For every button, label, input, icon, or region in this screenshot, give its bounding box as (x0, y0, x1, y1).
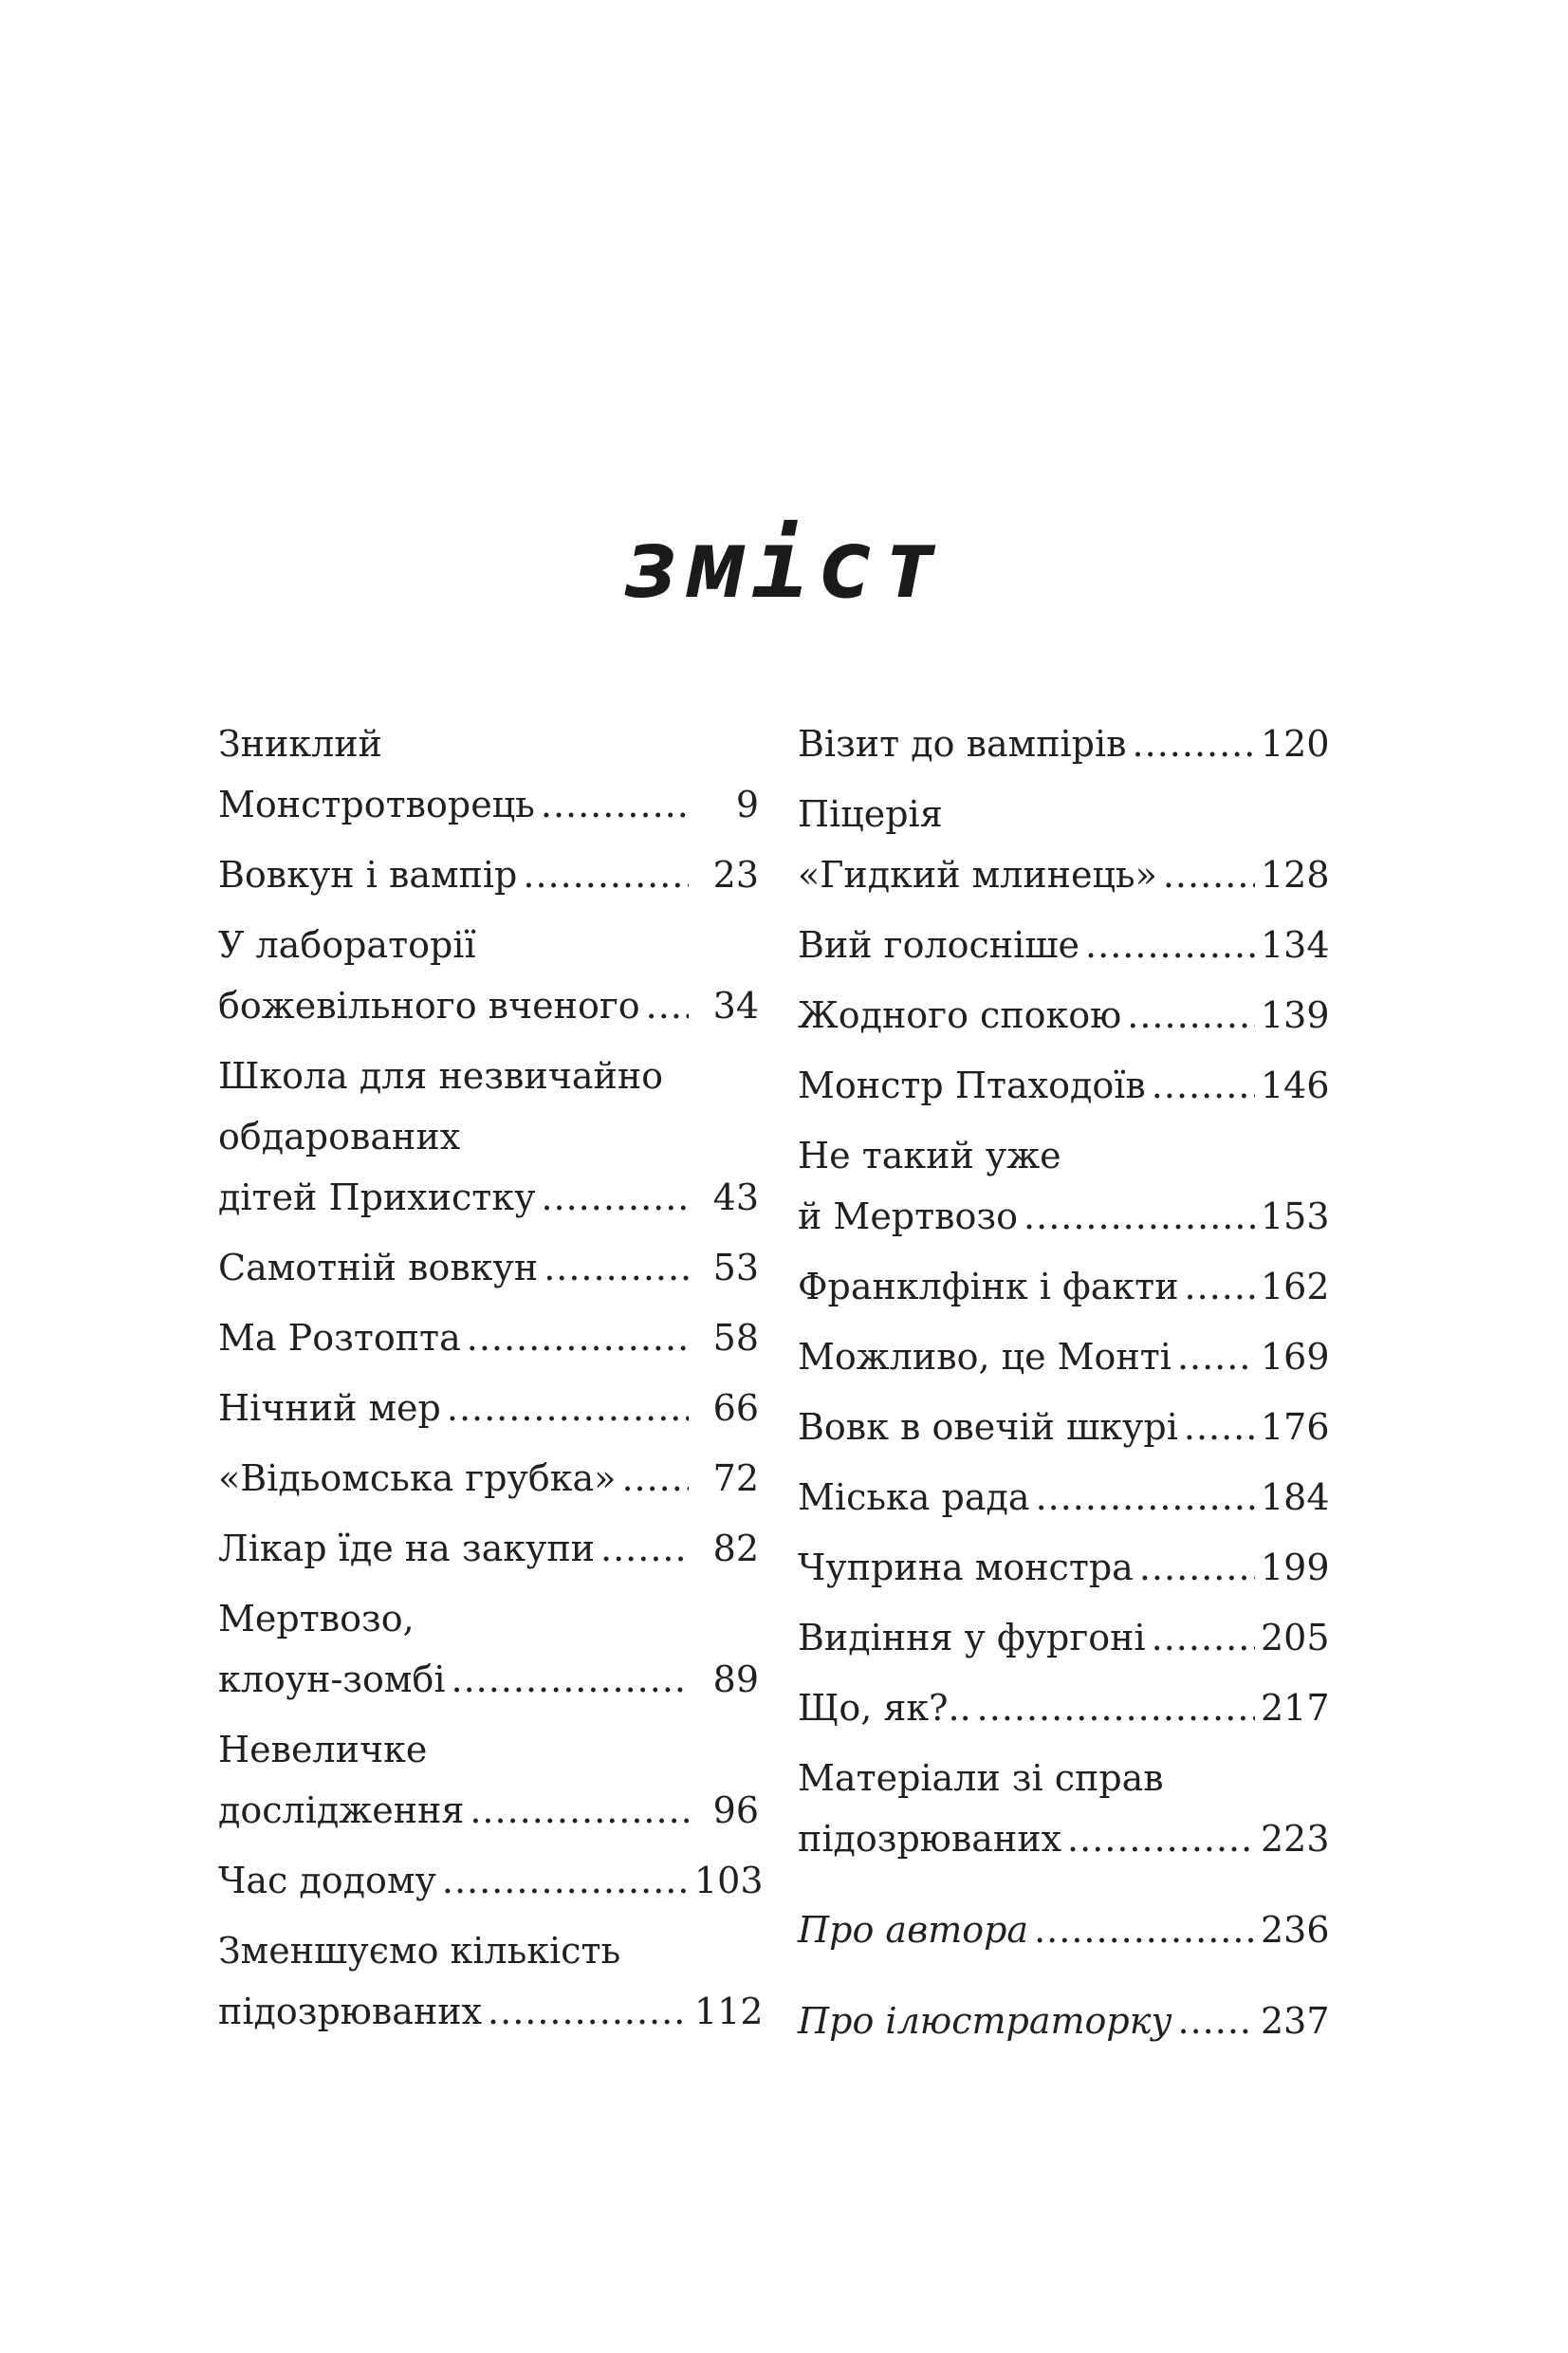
toc-entry-title: Вий голосніше (798, 924, 1080, 966)
toc-entry (798, 1055, 1329, 1116)
toc-entry-title-line: Школа для незвичайно (218, 1055, 664, 1097)
dot-leader (1152, 1055, 1255, 1116)
toc-entry-title: Ма Розтопта (218, 1317, 461, 1359)
dot-leader (488, 1981, 689, 2042)
toc-entry-row (218, 1780, 759, 1841)
toc-page-number: 146 (1261, 1065, 1330, 1106)
dot-leader (600, 1518, 689, 1579)
toc-entry-title: Видіння у фургоні (798, 1617, 1146, 1658)
toc-entry-title: Вовк в овечій шкурі (798, 1406, 1178, 1448)
toc-page-number: 120 (1261, 723, 1330, 765)
toc-entry-row (798, 1397, 1329, 1457)
toc-entry (218, 1518, 759, 1579)
toc-entry-row (798, 1537, 1329, 1598)
dot-leader (621, 1448, 689, 1509)
toc-entry-title: клоун-зомбі (218, 1658, 446, 1700)
toc-page-number: 139 (1261, 994, 1330, 1036)
dot-leader (1177, 1326, 1255, 1387)
toc-page-number: 66 (712, 1387, 759, 1429)
dot-leader (544, 1237, 689, 1298)
toc-entry-row (218, 1981, 764, 2042)
toc-entry-row (218, 1518, 759, 1579)
toc-entry (798, 1899, 1329, 1960)
dot-leader (1152, 1607, 1255, 1668)
toc-entry-title: й Мертвозо (798, 1195, 1019, 1237)
toc-entry-row (218, 1649, 759, 1710)
toc-entry-row (218, 844, 759, 905)
toc-entry-title: Можливо, це Монті (798, 1336, 1171, 1378)
toc-entry-row (798, 1808, 1329, 1869)
toc-entry-title: божевільного вченого (218, 985, 640, 1027)
toc-entry-title: підозрюваних (218, 1991, 483, 2032)
toc-entry (798, 1326, 1329, 1387)
dot-leader (1067, 1808, 1255, 1869)
toc-entry (218, 1850, 764, 1911)
toc-right-column (798, 713, 1329, 2051)
toc-entry-title-line: Зменшуємо кількість (218, 1930, 621, 1972)
toc-page-number: 112 (694, 1991, 764, 2032)
toc-page-number: 82 (712, 1528, 759, 1569)
toc-page-number: 199 (1261, 1547, 1330, 1588)
dot-leader (1127, 985, 1255, 1046)
toc-entry (218, 915, 759, 1036)
dot-leader (442, 1850, 689, 1911)
toc-entry-title: Візит до вампірів (798, 723, 1127, 765)
toc-page-number: 53 (712, 1247, 759, 1288)
toc-entry-title: «Відьомська грубка» (218, 1457, 617, 1499)
toc-entry-row (218, 1307, 759, 1368)
dot-leader (470, 1780, 689, 1841)
toc-entry-title: Вовкун і вампір (218, 854, 518, 896)
toc-page-number: 134 (1261, 924, 1330, 966)
toc-entry-title: Міська рада (798, 1476, 1030, 1518)
toc-page-number: 9 (735, 784, 759, 825)
toc-page-number: 169 (1261, 1336, 1330, 1378)
toc-entry-row (798, 1326, 1329, 1387)
toc-entry-title-line: Мертвозо, (218, 1598, 415, 1640)
toc-page-number: 205 (1261, 1617, 1330, 1658)
toc-entry-row (798, 985, 1329, 1046)
toc-entry-row (218, 1237, 759, 1298)
toc-entry-row (798, 1186, 1329, 1247)
dot-leader (467, 1307, 689, 1368)
toc-entry-title-line: Піцерія (798, 793, 943, 835)
toc-page-number: 43 (712, 1176, 759, 1218)
toc-page-number: 89 (712, 1658, 759, 1700)
toc-entry (798, 784, 1329, 905)
dot-leader (1139, 1537, 1255, 1598)
toc-page-number: 176 (1261, 1406, 1330, 1448)
toc-entry (218, 1237, 759, 1298)
toc-entry (218, 1378, 759, 1438)
dot-leader (1178, 1991, 1256, 2051)
toc-page-number: 34 (712, 985, 759, 1027)
toc-entry-row (218, 1167, 759, 1228)
dot-leader (1184, 1397, 1255, 1457)
toc-page-number: 128 (1261, 854, 1330, 896)
toc-page-number: 96 (712, 1789, 759, 1831)
toc-page-number: 237 (1261, 2000, 1330, 2042)
dot-leader (646, 975, 689, 1036)
toc-entry-title: Що, як?.. (798, 1687, 971, 1729)
dot-leader (1133, 713, 1255, 774)
toc-entry-row (218, 975, 759, 1036)
toc-entry-title-line: Матеріали зі справ (798, 1757, 1164, 1799)
toc-entry-title: Про автора (798, 1909, 1029, 1951)
toc-page-number: 153 (1261, 1195, 1330, 1237)
toc-entry (798, 1125, 1329, 1247)
toc-entry (218, 1588, 759, 1710)
dot-leader (1036, 1467, 1255, 1528)
toc-entry (218, 844, 759, 905)
toc-entry (218, 1046, 759, 1228)
toc-entry-row (798, 1607, 1329, 1668)
toc-page-number: 58 (712, 1317, 759, 1359)
toc-entry-row (218, 774, 759, 835)
toc-entry (798, 985, 1329, 1046)
dot-leader (1034, 1899, 1255, 1960)
toc-entry (798, 1397, 1329, 1457)
toc-entry-row (798, 1467, 1329, 1528)
dot-leader (1085, 915, 1255, 975)
dot-leader (541, 774, 689, 835)
toc-entry-title-line: Зниклий (218, 723, 382, 765)
toc-entry-title: Чуприна монстра (798, 1547, 1134, 1588)
toc-entry-row (218, 1448, 759, 1509)
toc-entry-title-line: Невеличке (218, 1729, 428, 1770)
toc-entry (798, 1607, 1329, 1668)
toc-entry-row (798, 1055, 1329, 1116)
toc-left-column (218, 713, 764, 2042)
toc-entry-row (218, 1378, 759, 1438)
toc-page-number: 217 (1261, 1687, 1330, 1729)
toc-entry-row (798, 844, 1329, 905)
toc-entry (798, 1467, 1329, 1528)
dot-leader (1024, 1186, 1255, 1247)
dot-leader (523, 844, 689, 905)
toc-entry-title: підозрюваних (798, 1818, 1062, 1860)
toc-entry (798, 713, 1329, 774)
toc-entry (798, 1256, 1329, 1317)
toc-entry-title: дітей Прихистку (218, 1176, 536, 1218)
toc-entry-title: дослідження (218, 1789, 465, 1831)
toc-entry (798, 915, 1329, 975)
toc-entry (218, 713, 759, 835)
dot-leader (1163, 844, 1255, 905)
toc-page-number: 184 (1261, 1476, 1330, 1518)
toc-entry-title: Самотній вовкун (218, 1247, 539, 1288)
toc-entry-title: «Гидкий млинець» (798, 854, 1157, 896)
toc-entry (218, 1920, 764, 2042)
toc-entry-title: Монстр Птаходоїв (798, 1065, 1146, 1106)
toc-page-number: 23 (712, 854, 759, 896)
toc-entry (798, 1677, 1329, 1738)
page-title: зміст (621, 509, 947, 620)
toc-entry-row (218, 1850, 764, 1911)
toc-entry (218, 1719, 759, 1841)
toc-entry (218, 1448, 759, 1509)
toc-entry (798, 1991, 1329, 2051)
toc-entry-title: Про ілюстраторку (798, 2000, 1172, 2042)
dot-leader (452, 1649, 690, 1710)
toc-entry-row (798, 915, 1329, 975)
dot-leader (977, 1677, 1255, 1738)
toc-entry-row (798, 1991, 1329, 2051)
toc-page-number: 223 (1261, 1818, 1330, 1860)
toc-entry-row (798, 1677, 1329, 1738)
toc-entry-title-line: обдарованих (218, 1116, 461, 1158)
toc-entry-row (798, 1899, 1329, 1960)
toc-entry-title: Лікар їде на закупи (218, 1528, 595, 1569)
toc-page-number: 162 (1261, 1266, 1330, 1307)
toc-entry-title: Франклфінк і факти (798, 1266, 1179, 1307)
toc-entry-row (798, 1256, 1329, 1317)
toc-entry-row (798, 713, 1329, 774)
toc-page-number: 72 (712, 1457, 759, 1499)
toc-entry (798, 1748, 1329, 1869)
dot-leader (1185, 1256, 1255, 1317)
toc-entry (798, 1537, 1329, 1598)
toc-entry-title-line: Не такий уже (798, 1135, 1061, 1176)
toc-page-number: 236 (1261, 1909, 1330, 1951)
toc-entry-title: Час додому (218, 1860, 436, 1901)
toc-entry (218, 1307, 759, 1368)
dot-leader (447, 1378, 689, 1438)
toc-entry-title: Жодного спокою (798, 994, 1122, 1036)
toc-page-number: 103 (694, 1860, 764, 1901)
toc-entry-title: Нічний мер (218, 1387, 441, 1429)
toc-entry-title: Монстротворець (218, 784, 535, 825)
toc-entry-title-line: У лабораторії (218, 924, 476, 966)
dot-leader (541, 1167, 689, 1228)
